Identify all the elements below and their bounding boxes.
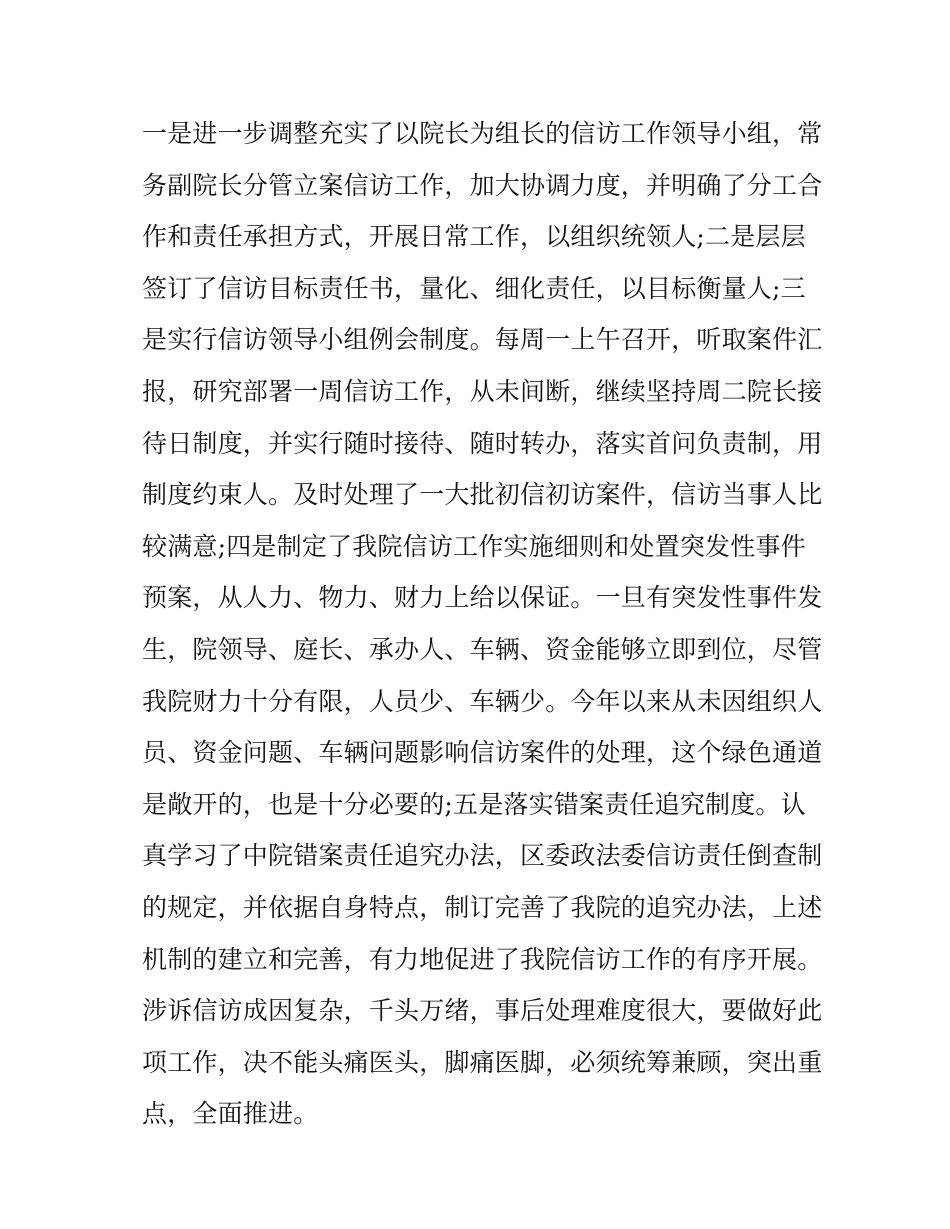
text-line: 机制的建立和完善，有力地促进了我院信访工作的有序开展。: [142, 944, 823, 974]
text-line: 是实行信访领导小组例会制度。每周一上午召开，听取案件汇: [142, 325, 823, 355]
text-line: 真学习了中院错案责任追究办法，区委政法委信访责任倒查制: [142, 841, 823, 871]
text-line: 项工作，决不能头痛医头，脚痛医脚，必须统筹兼顾，突出重: [142, 1047, 823, 1077]
text-line: 制度约束人。及时处理了一大批初信初访案件，信访当事人比: [142, 480, 823, 510]
text-line: 签订了信访目标责任书，量化、细化责任，以目标衡量人;三: [142, 273, 806, 303]
text-line: 待日制度，并实行随时接待、随时转办，落实首问负责制，用: [142, 428, 823, 458]
text-line: 较满意;四是制定了我院信访工作实施细则和处置突发性事件: [142, 531, 806, 561]
text-line: 的规定，并依据自身特点，制订完善了我院的追究办法，上述: [142, 892, 823, 922]
text-line: 涉诉信访成因复杂，千头万绪，事后处理难度很大，要做好此: [142, 996, 823, 1026]
text-line: 生，院领导、庭长、承办人、车辆、资金能够立即到位，尽管: [142, 634, 823, 664]
text-line: 作和责任承担方式，开展日常工作，以组织统领人;二是层层: [142, 222, 806, 252]
text-line: 一是进一步调整充实了以院长为组长的信访工作领导小组，常: [142, 119, 823, 148]
text-line: 是敞开的，也是十分必要的;五是落实错案责任追究制度。认: [142, 789, 806, 819]
text-line: 员、资金问题、车辆问题影响信访案件的处理，这个绿色通道: [142, 738, 823, 768]
text-line: 预案，从人力、物力、财力上给以保证。一旦有突发性事件发: [142, 583, 823, 613]
text-line: 点，全面推进。: [142, 1099, 319, 1129]
text-line: 报，研究部署一周信访工作，从未间断，继续坚持周二院长接: [142, 376, 823, 406]
text-line: 务副院长分管立案信访工作，加大协调力度，并明确了分工合: [142, 170, 823, 200]
document-body: [142, 108, 822, 1140]
text-line: 我院财力十分有限，人员少、车辆少。今年以来从未因组织人: [142, 686, 823, 716]
